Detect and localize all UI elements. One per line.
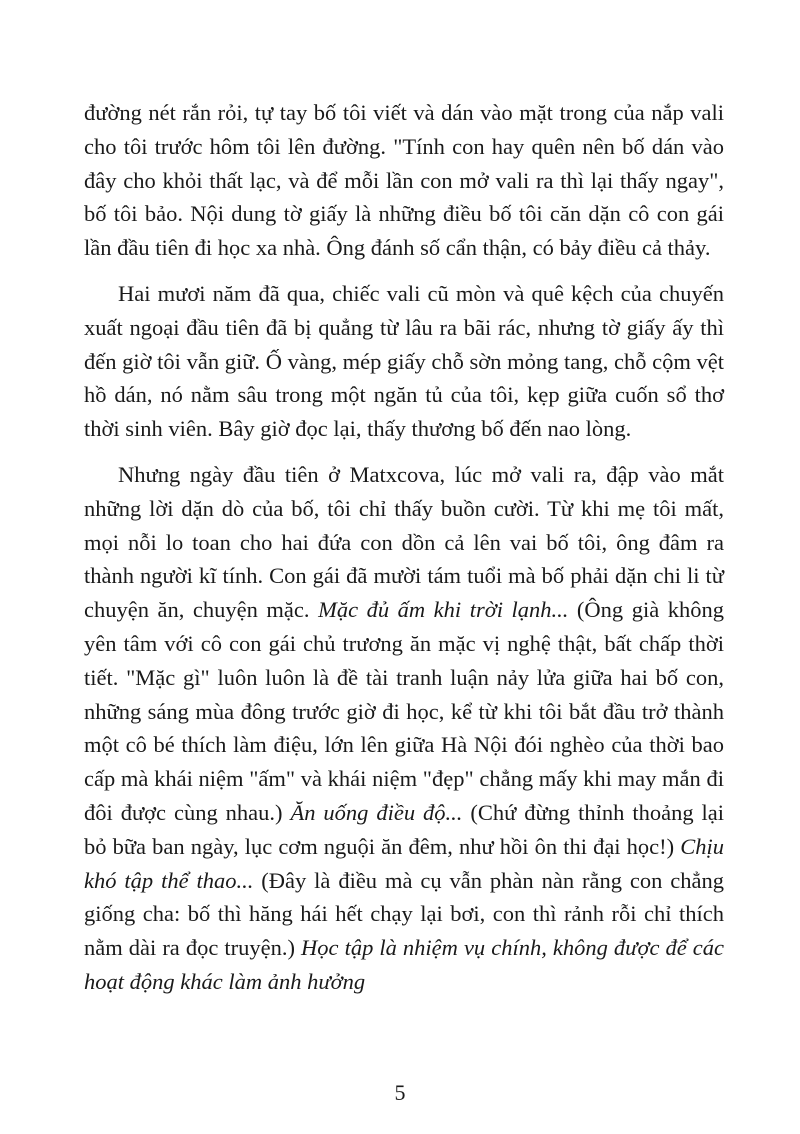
- paragraph-1: [84, 96, 724, 265]
- body-text: [84, 96, 724, 1011]
- paragraph-3: [84, 458, 724, 999]
- paragraph-text: (Đây là điều mà cụ vẫn phàn nàn rằng con chẳng giống cha: bố thì hăng hái hết chạy lại bơi, con thì rảnh rỗi chỉ thích nằm dài ra đọc truyện.): [84, 867, 725, 961]
- italic-advice-text: Học tập là nhiệm vụ chính, không được để các hoạt động khác làm ảnh hưởng: [84, 935, 724, 994]
- italic-advice-text: Mặc đủ ấm khi trời lạnh...: [318, 597, 569, 623]
- paragraph-2: [84, 277, 724, 446]
- italic-advice-text: Ăn uống điều độ...: [290, 799, 463, 825]
- page-number: 5: [394, 1080, 406, 1105]
- paragraph-text: Nhưng ngày đầu tiên ở Matxcova, lúc mở vali ra, đập vào mắt những lời dặn dò của bố, tôi chỉ thấy buồn cười. Từ khi mẹ tôi mất, mọi nỗi lo toan cho hai đứa con dồn cả lên vai bố tôi, ông đâm ra thành người kĩ tính. Con gái đã mười tám tuổi mà bố phải dặn chi li từ chuyện ăn, chuyện mặc.: [84, 461, 724, 623]
- paragraph-text: đường nét rắn rỏi, tự tay bố tôi viết và dán vào mặt trong của nắp vali cho tôi trước hôm tôi lên đường. "Tính con hay quên nên bố dán vào đây cho khỏi thất lạc, và để mỗi lần con mở vali ra thì lại thấy ngay", bố tôi bảo. Nội dung tờ giấy là những điều bố tôi căn dặn cô con gái lần đầu tiên đi học xa nhà. Ông đánh số cẩn thận, có bảy điều cả thảy.: [84, 100, 724, 261]
- paragraph-text: Hai mươi năm đã qua, chiếc vali cũ mòn và quê kệch của chuyến xuất ngoại đầu tiên đã bị quẳng từ lâu ra bãi rác, nhưng tờ giấy ấy thì đến giờ tôi vẫn giữ. Ố vàng, mép giấy chỗ sờn mỏng tang, chỗ cộm vệt hồ dán, nó nằm sâu trong một ngăn tủ của tôi, kẹp giữa cuốn sổ thơ thời sinh viên. Bây giờ đọc lại, thấy thương bố đến nao lòng.: [84, 280, 724, 442]
- paragraph-text: (Ông già không yên tâm với cô con gái chủ trương ăn mặc vị nghệ thật, bất chấp thời tiết. "Mặc gì" luôn luôn là đề tài tranh luận nảy lửa giữa hai bố con, những sáng mùa đông trước giờ đi học, kể từ khi tôi bắt đầu trở thành một cô bé thích làm điệu, lớn lên giữa Hà Nội đói nghèo của thời bao cấp mà khái niệm "ấm" và khái niệm "đẹp" chẳng mấy khi may mắn đi đôi được cùng nhau.): [84, 597, 724, 825]
- italic-advice-text: Chịu khó tập thể thao...: [84, 833, 724, 893]
- paragraph-text: (Chứ đừng thỉnh thoảng lại bỏ bữa ban ngày, lục cơm nguội ăn đêm, như hồi ôn thi đại học!): [84, 799, 725, 859]
